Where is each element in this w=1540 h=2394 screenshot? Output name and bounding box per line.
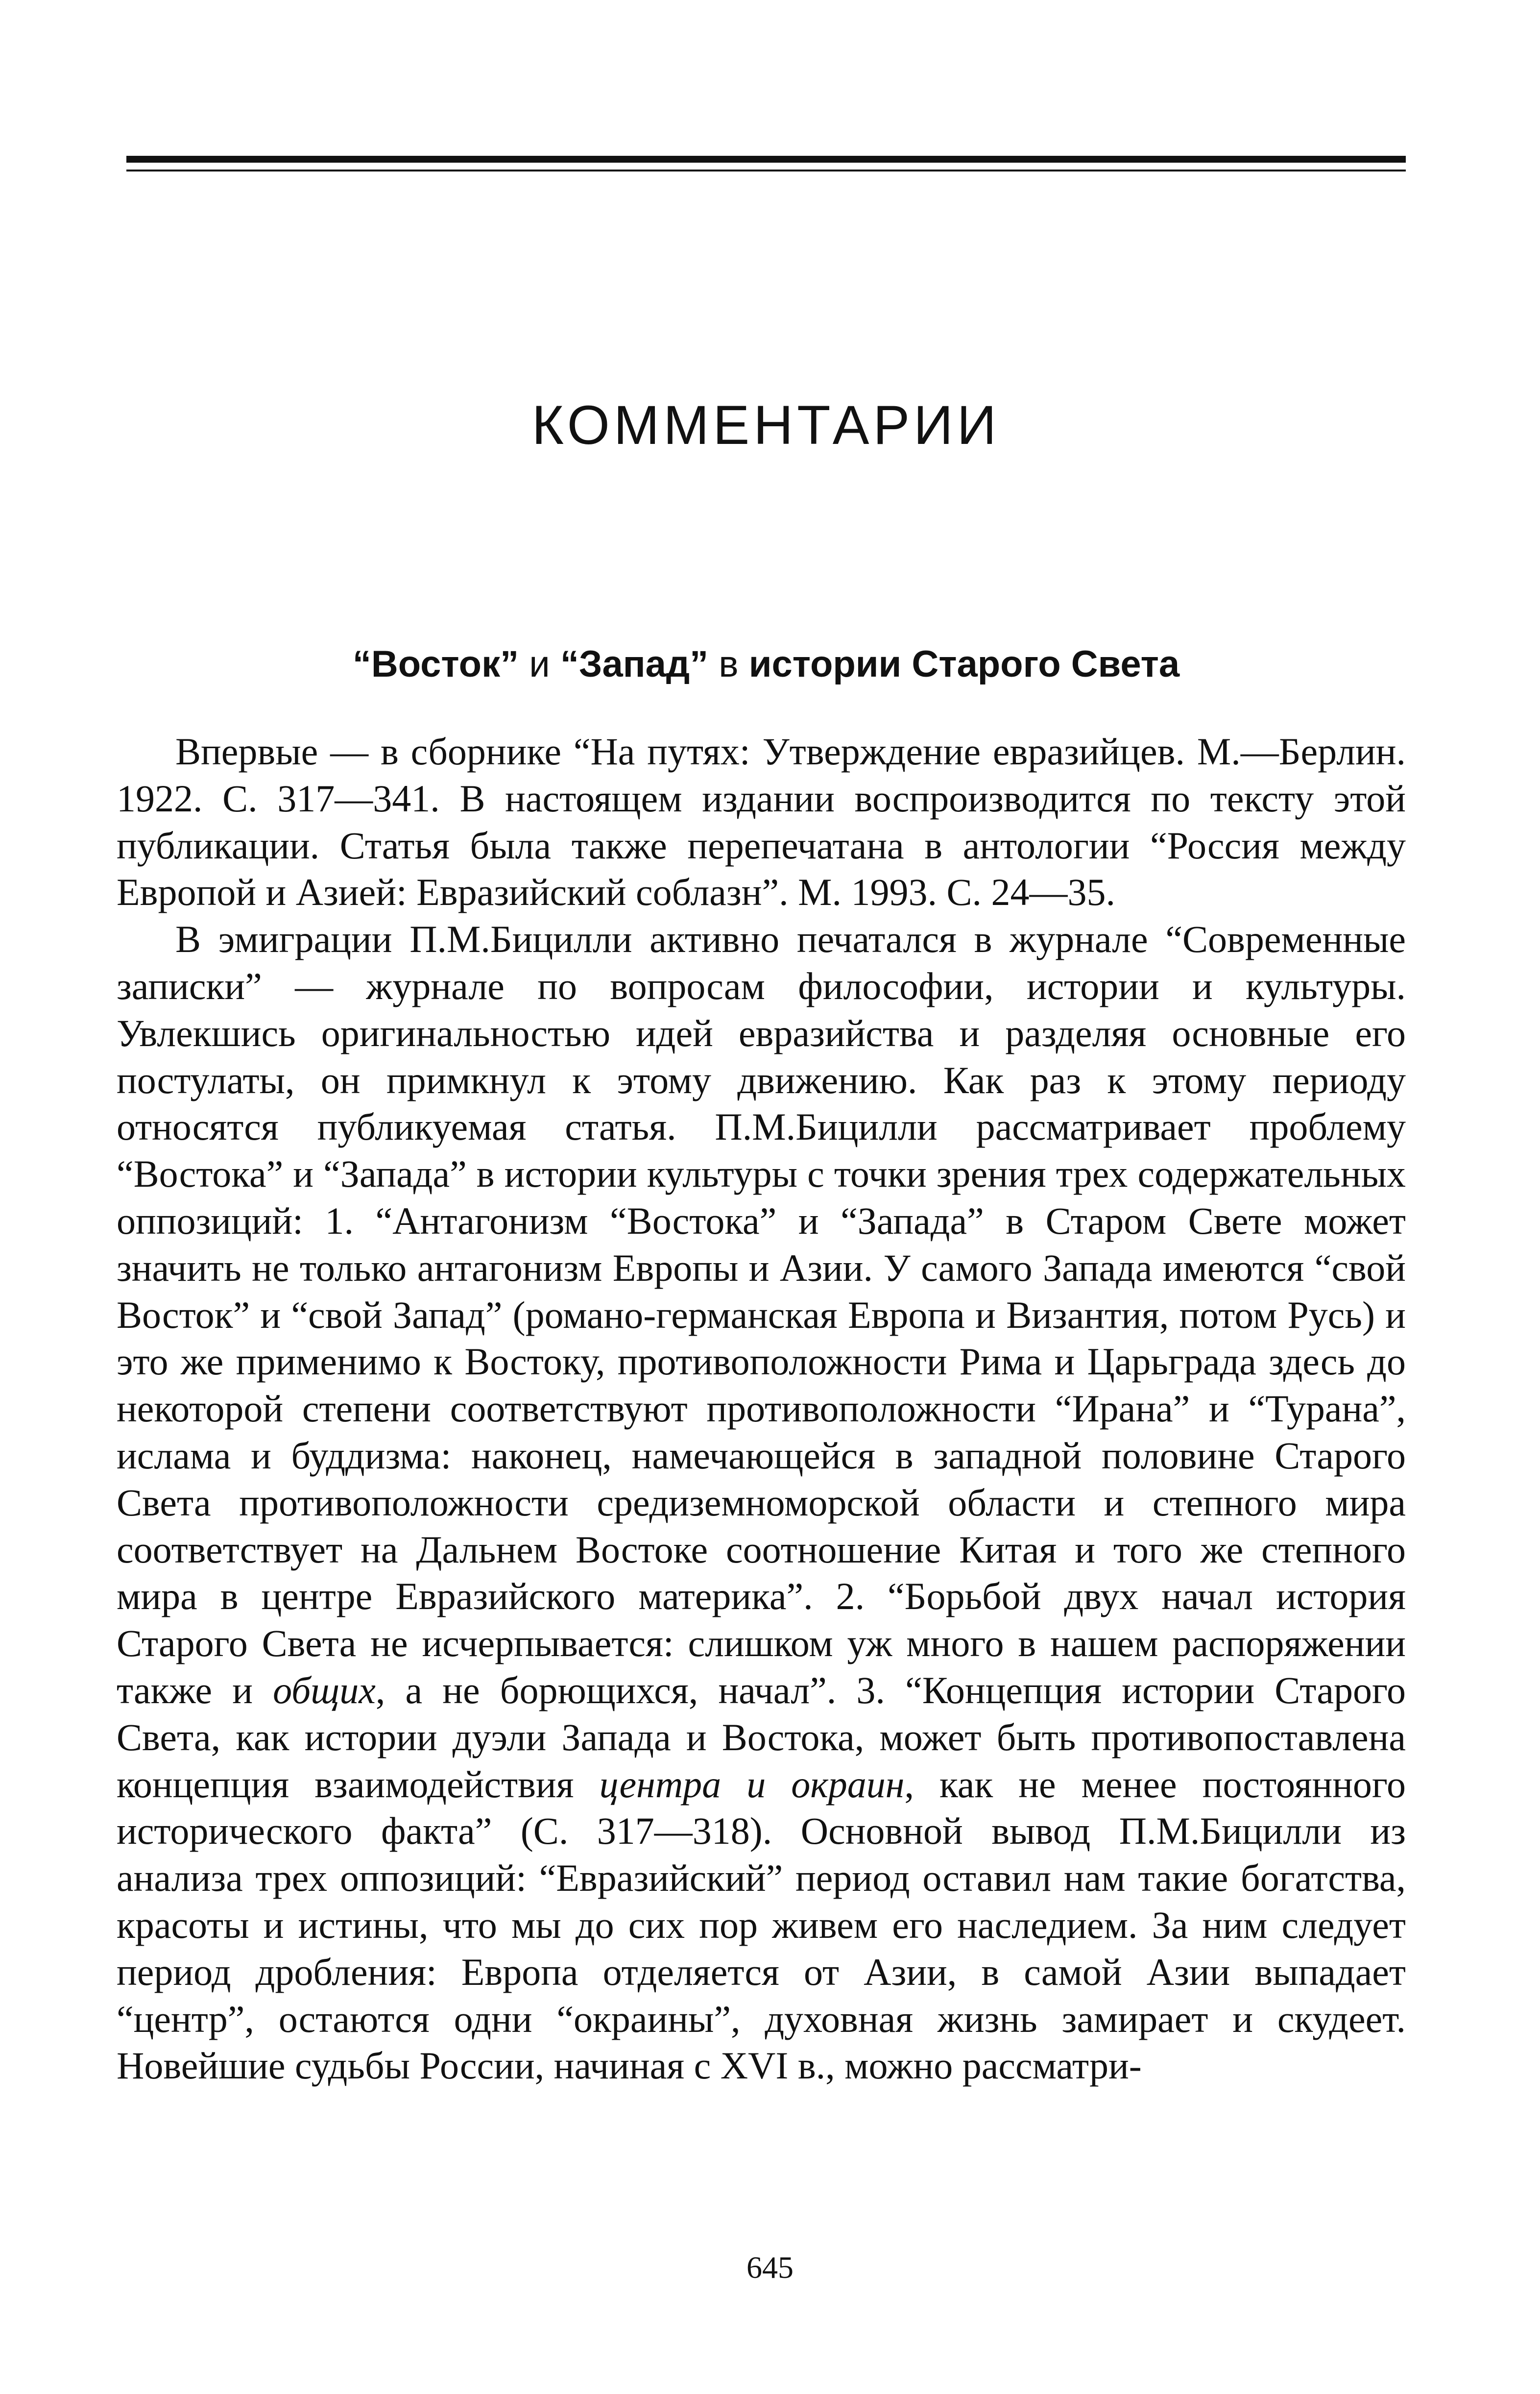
emphasis-general-principles: общих bbox=[273, 1668, 376, 1711]
emphasis-center-and-periphery: центра и окраин bbox=[599, 1762, 905, 1806]
page-number: 645 bbox=[746, 2250, 794, 2285]
article-title-part1: “Восток” bbox=[352, 643, 519, 685]
article-title bbox=[126, 643, 1406, 685]
article-title-part3: истории Старого Света bbox=[748, 643, 1180, 685]
commentary-text-part3: , как не менее постоянного исторического факта” (С. 317—318). Основной вывод П.М.Бицилли из анализа трех оппозиций: “Евразийский” период оставил нам такие богатства, красоты и истины, что мы до сих пор живем его наследием. За ним следует период дробления: Европа отделяется от Азии, в самой Азии выпадает “центр”, остаются одни “окраины”, духовная жизнь замирает и скудеет. Новейшие судьбы России, начиная с XVI в., можно рассматри- bbox=[117, 1762, 1406, 2087]
header-rule-thin bbox=[126, 170, 1406, 171]
commentary-text-part1: В эмиграции П.М.Бицилли активно печатался в журнале “Современные записки” — журнале по вопросам философии, истории и культуры. Увлекшись оригинальностью идей евразийства и разделяя основные его постулаты, он примкнул к этому движению. Как раз к этому периоду относятся публикуемая статья. П.М.Бицилли рассматривает проблему “Востока” и “Запада” в истории культуры с точки зрения трех содержательных оппозиций: 1. “Антагонизм “Востока” и “Запада” в Старом Свете может значить не только антагонизм Европы и Азии. У самого Запада имеются “свой Восток” и “свой Запад” (романо-германская Европа и Византия, потом Русь) и это же применимо к Востоку, противоположности Рима и Царьграда здесь до некоторой степени соответствуют противоположности “Ирана” и “Турана”, ислама и буддизма: наконец, намечающейся в западной половине Старого Света противоположности средиземноморской области и степного мира соответствует на Дальнем Востоке соотношение Китая и того же степного мира в центре Евразийского материка”. 2. “Борьбой двух начал история Старого Света не исчерпывается: слишком уж много в нашем распоряжении также и bbox=[117, 918, 1406, 1711]
article-title-conjunction: и bbox=[529, 643, 550, 685]
header-rule-thick bbox=[126, 156, 1406, 163]
commentary-text-part2: , а не борющихся, начал”. 3. “Концепция истории Старого Света, как истории дуэли Запада и Востока, может быть противопоставлена концепция взаимодействия bbox=[117, 1668, 1406, 1806]
article-title-part2: “Запад” bbox=[560, 643, 709, 685]
commentary-body bbox=[117, 728, 1406, 2089]
paragraph-commentary bbox=[117, 916, 1406, 2089]
section-title: КОММЕНТАРИИ bbox=[531, 394, 1001, 456]
article-title-preposition: в bbox=[719, 643, 739, 685]
paragraph-publication-info: Впервые — в сборнике “На путях: Утверждение евразийцев. М.—Берлин. 1922. С. 317—341. В настоящем издании воспроизводится по тексту этой публикации. Статья была также перепечатана в антологии “Россия между Европой и Азией: Евразийский соблазн”. М. 1993. С. 24—35. bbox=[117, 730, 1406, 914]
